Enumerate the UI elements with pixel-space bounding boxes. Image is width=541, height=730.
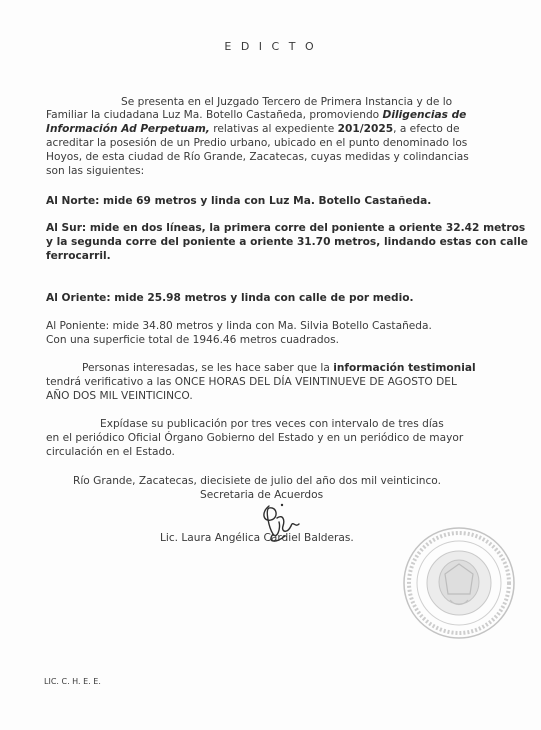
poniente-line-2: Con una superficie total de 1946.46 metros cuadrados.: [46, 334, 339, 346]
edict-title: E D I C T O: [224, 40, 317, 53]
intro-diligencias: Diligencias de: [382, 109, 467, 121]
publicacion-line-3: circulación en el Estado.: [46, 446, 175, 458]
sur-line-3: ferrocarril.: [46, 250, 111, 262]
publicacion-line-2: en el periódico Oficial Órgano Gobierno del Estado y en un periódico de mayor: [46, 432, 464, 444]
intro-line-6: son las siguientes:: [46, 165, 145, 177]
personas-line-3: AÑO DOS MIL VEINTICINCO.: [46, 390, 193, 402]
firmante-line: Lic. Laura Angélica Cardiel Balderas.: [160, 532, 354, 544]
sur-line-2: y la segunda corre del poniente a oriente 31.70 metros, lindando estas con calle: [46, 236, 528, 248]
intro-informacion: Información Ad Perpetuam,: [46, 123, 210, 135]
personas-line-2: tendrá verificativo a las ONCE HORAS DEL DÍA VEINTINUEVE DE AGOSTO DEL: [46, 376, 457, 388]
intro-line-3: [46, 123, 460, 136]
poniente-line-1: Al Poniente: mide 34.80 metros y linda con Ma. Silvia Botello Castañeda.: [46, 320, 432, 332]
oriente-line: Al Oriente: mide 25.98 metros y linda con calle de por medio.: [46, 292, 414, 304]
cargo-line: Secretaria de Acuerdos: [200, 489, 324, 501]
fecha-line: Río Grande, Zacatecas, diecisiete de julio del año dos mil veinticinco.: [73, 475, 441, 487]
publicacion-line-1: Expídase su publicación por tres veces con intervalo de tres días: [100, 418, 444, 430]
intro-efecto: , a efecto de: [393, 123, 460, 135]
personas-informacion: información testimonial: [333, 362, 476, 374]
intro-expediente: 201/2025: [337, 123, 394, 135]
intro-line-4: acreditar la posesión de un Predio urbano, ubicado en el punto denominado los: [46, 137, 468, 149]
intro-line-5: Hoyos, de esta ciudad de Río Grande, Zacatecas, cuyas medidas y colindancias: [46, 151, 469, 163]
sur-line-1: Al Sur: mide en dos líneas, la primera corre del poniente a oriente 32.42 metros: [46, 222, 526, 234]
intro-line-1: Se presenta en el Juzgado Tercero de Primera Instancia y de lo: [121, 96, 453, 108]
initials-line: LIC. C. H. E. E.: [44, 677, 101, 686]
personas-text: Personas interesadas, se les hace saber que la: [82, 362, 334, 374]
official-seal: [400, 524, 518, 642]
intro-relativas: relativas al expediente: [209, 123, 338, 135]
personas-line-1: [82, 362, 476, 375]
intro-line-2-text: Familiar la ciudadana Luz Ma. Botello Castañeda, promoviendo: [46, 109, 383, 121]
intro-line-2: [46, 109, 466, 122]
norte-line: Al Norte: mide 69 metros y linda con Luz Ma. Botello Castañeda.: [46, 195, 432, 207]
